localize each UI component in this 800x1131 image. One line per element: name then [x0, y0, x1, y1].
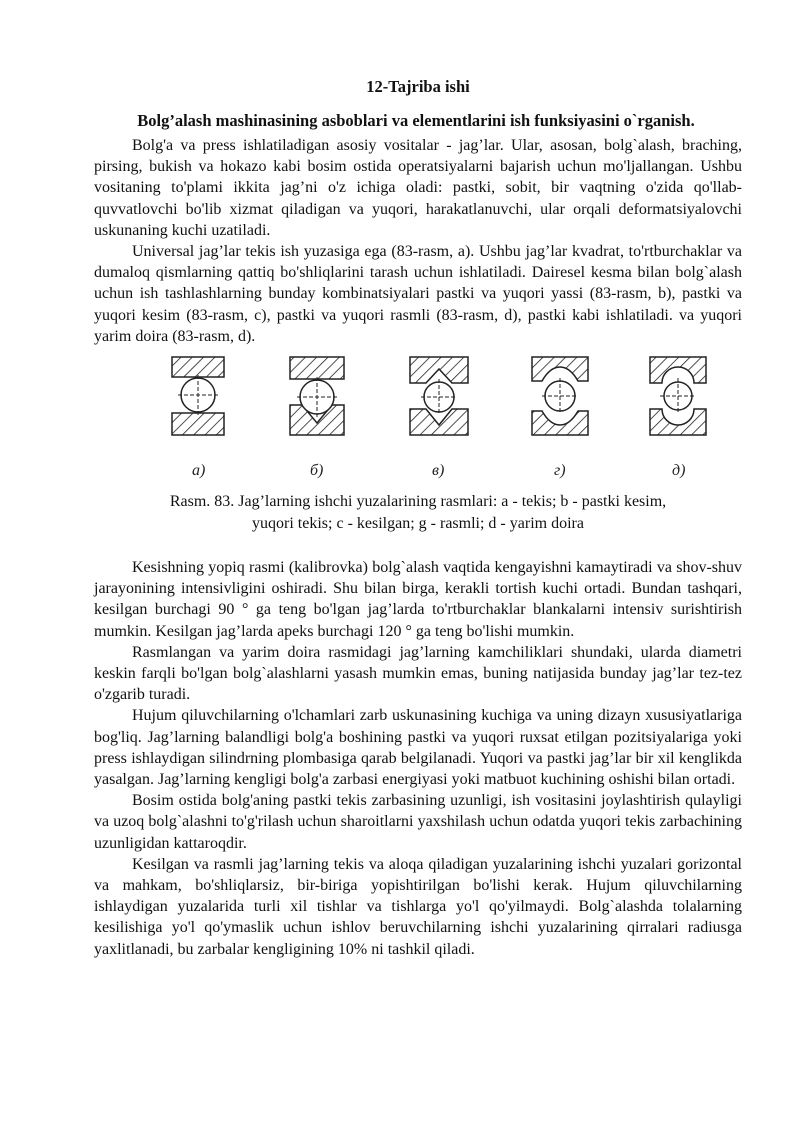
- paragraph: Rasmlangan va yarim doira rasmidagi jag’larning kamchiliklari shundaki, ularda diametri keskin farqli bo'lgan bolg`alashlarni yasash mumkin emas, buning natijasida bunday jag’lar tez-tez o'zgarib turadi.: [94, 643, 742, 704]
- page-title: 12-Tajriba ishi: [366, 77, 470, 96]
- die-cut-drawing: [410, 357, 468, 435]
- caption-line: Rasm. 83. Jag’larning ishchi yuzalarining rasmlari: a - tekis; b - pastki kesim,: [169, 493, 667, 511]
- die-semicircle-drawing: [650, 357, 706, 435]
- paragraph: Bosim ostida bolg'aning pastki tekis zarbasining uzunligi, ish vositasini joylashtirish qulayligi va uzoq bolg`alashni to'g'rilash uchun sharoitlarni yaxshilash uchun odatda yuqori tekis zarbachining uzunligidan kattaroqdir.: [94, 792, 742, 852]
- figure-caption: [94, 491, 742, 534]
- figure-label-a: a): [192, 462, 206, 480]
- caption-line: yuqori tekis; c - kesilgan; g - rasmli; d - yarim doira: [252, 514, 584, 532]
- figure-label-b: б): [310, 462, 324, 480]
- die-lower-cut-drawing: [290, 357, 344, 435]
- figure-label-g: г): [554, 462, 566, 480]
- die-drawings: [94, 353, 742, 491]
- figure-label-d: д): [672, 462, 686, 480]
- paragraph: Kesilgan va rasmli jag’larning tekis va aloqa qiladigan yuzalarining ishchi yuzalari gorizontal va mahkam, bo'shliqlarsiz, bir-biriga yopishtirilgan bo'lishi kerak. Hujum qiluvchilarning ishlaydigan yuzalarida turli xil tishlar va tishlarga yo'l qo'yilmaydi. Bolg`alashda tolalarning kesilishiga yo'l qo'ymaslik uchun ishlov beruvchilarning ishchi yuzalarining qirralari radiusga yaxlitlanadi, bu zarbalar kengligining 10% ni tashkil qiladi.: [94, 855, 742, 958]
- paragraph: Hujum qiluvchilarning o'lchamlari zarb uskunasining kuchiga va uning dizayn xususiyatlariga bog'liq. Jag’larning balandligi bolg'a boshining pastki va yuqori ruxsat etilgan pozitsiyalariga yoki press ishlaydigan silindrning plombasiga qarab belgilanadi. Yuqori va pastki jag’lar bir xil kenglikda yasalgan. Jag’larning kengligi bolg'a zarbasi energiyasi yoki matbuot kuchining oshishi bilan ortadi.: [94, 707, 742, 789]
- figure-label-v: в): [432, 462, 445, 480]
- figure-83: [94, 353, 742, 491]
- die-shaped-drawing: [532, 357, 588, 435]
- document-page: [94, 76, 742, 960]
- paragraph: Bolg'a va press ishlatiladigan asosiy vositalar - jag’lar. Ular, asosan, bolg`alash, braching, pirsing, bukish va hokazo kabi bosim ostida operatsiyalarni bajarish uchun mo'ljallangan. Ushbu vositaning to'plami ikkita jag’ni o'z ichiga oladi: pastki, sobit, bir vaqtning o'zida qo'llab-quvvatlovchi bo'lib xizmat qiladigan va yuqori, harakatlanuvchi, ular orqali deformatsiyalovchi uskunaning kuchi uzatiladi.: [94, 137, 742, 239]
- page-subtitle: Bolg’alash mashinasining asboblari va elementlarini ish funksiyasini o`rganish.: [137, 111, 695, 130]
- paragraph: Kesishning yopiq rasmi (kalibrovka) bolg`alash vaqtida kengayishni kamaytiradi va shov-shuv jarayonining intensivligini oshiradi. Shu bilan birga, kerakli tortish kuchi ortadi. Bundan tashqari, kesilgan burchagi 90 ° ga teng bo'lgan jag’larda to'rtburchaklar blankalarni intensiv surishtirish mumkin. Kesilgan jag’larda apeks burchagi 120 ° ga teng bo'lishi mumkin.: [94, 559, 742, 640]
- paragraph: Universal jag’lar tekis ish yuzasiga ega (83-rasm, a). Ushbu jag’lar kvadrat, to'rtburchaklar va dumaloq qismlarning qattiq bo'shliqlarini tarash uchun ishlatiladi. Dairesel kesma bilan bolg`alash uchun ish tashlashlarning bunday kombinatsiyalari pastki va yuqori yassi (83-rasm, b), pastki va yuqori kesim (83-rasm, c), pastki va yuqori rasmli (83-rasm, d), pastki kabi ishlatiladi. va yuqori yarim doira (83-rasm, d).: [94, 243, 742, 345]
- die-flat-drawing: [172, 357, 224, 435]
